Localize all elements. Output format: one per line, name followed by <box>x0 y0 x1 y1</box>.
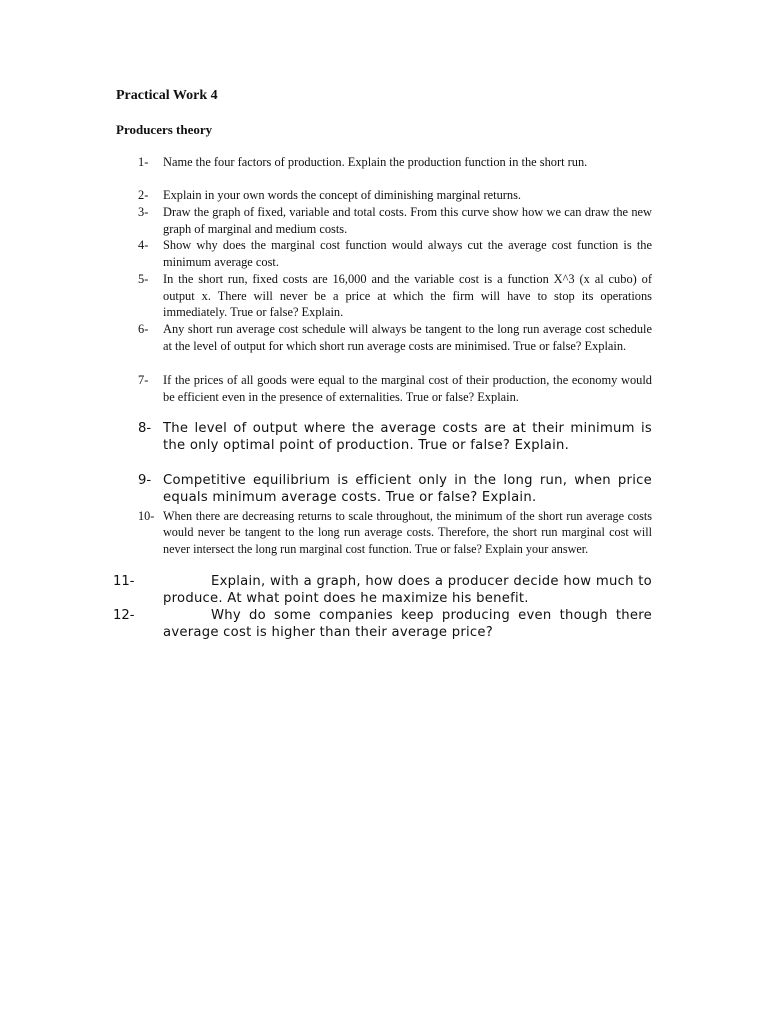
question-number: 8- <box>138 421 152 436</box>
question-item <box>138 421 652 454</box>
question-text: Why do some companies keep producing even though there average cost is higher than their average price? <box>163 608 652 640</box>
question-item <box>113 574 652 607</box>
question-text: Explain, with a graph, how does a producer decide how much to produce. At what point does he maximize his benefit. <box>163 574 652 606</box>
question-number: 4- <box>138 238 149 252</box>
question-item <box>138 154 652 171</box>
question-number: 10- <box>138 509 155 523</box>
question-text: Any short run average cost schedule will always be tangent to the long run average cost schedule at the level of output for which short run average costs are minimised. True or false? Explain. <box>163 322 652 353</box>
question-number: 9- <box>138 473 152 488</box>
question-number: 1- <box>138 155 149 169</box>
question-number: 5- <box>138 272 149 286</box>
question-number: 3- <box>138 205 149 219</box>
question-item <box>138 473 652 506</box>
question-text: The level of output where the average costs are at their minimum is the only optimal point of production. True or false? Explain. <box>163 421 652 453</box>
question-item <box>138 271 652 321</box>
question-text: Show why does the marginal cost function would always cut the average cost function is the minimum average cost. <box>163 238 652 269</box>
question-number: 12- <box>113 608 135 623</box>
question-number: 7- <box>138 373 149 387</box>
question-item <box>138 187 652 204</box>
question-number: 11- <box>113 574 135 589</box>
question-item <box>138 372 652 405</box>
question-item <box>113 608 652 641</box>
question-text: When there are decreasing returns to scale throughout, the minimum of the short run average costs would never be tangent to the long run average costs. Therefore, the short run marginal cost will never intersect the long run marginal cost function. True or false? Explain your answer. <box>163 509 652 556</box>
question-number: 2- <box>138 188 149 202</box>
page-title: Practical Work 4 <box>116 88 218 103</box>
question-item <box>138 204 652 237</box>
question-number: 6- <box>138 322 149 336</box>
section-subtitle: Producers theory <box>116 122 213 137</box>
question-text: Competitive equilibrium is efficient only in the long run, when price equals minimum average costs. True or false? Explain. <box>163 473 652 505</box>
question-item <box>138 321 652 354</box>
question-text: Draw the graph of fixed, variable and total costs. From this curve show how we can draw the new graph of marginal and medium costs. <box>163 205 652 236</box>
question-text: If the prices of all goods were equal to the marginal cost of their production, the economy would be efficient even in the presence of externalities. True or false? Explain. <box>163 373 652 404</box>
question-text: Name the four factors of production. Explain the production function in the short run. <box>163 155 588 169</box>
question-text: In the short run, fixed costs are 16,000 and the variable cost is a function X^3 (x al cubo) of output x. There will never be a price at which the firm will have to stop its operations immediately. True or false? Explain. <box>163 272 652 319</box>
question-item <box>138 508 652 557</box>
question-item <box>138 237 652 270</box>
question-text: Explain in your own words the concept of diminishing marginal returns. <box>163 188 522 202</box>
